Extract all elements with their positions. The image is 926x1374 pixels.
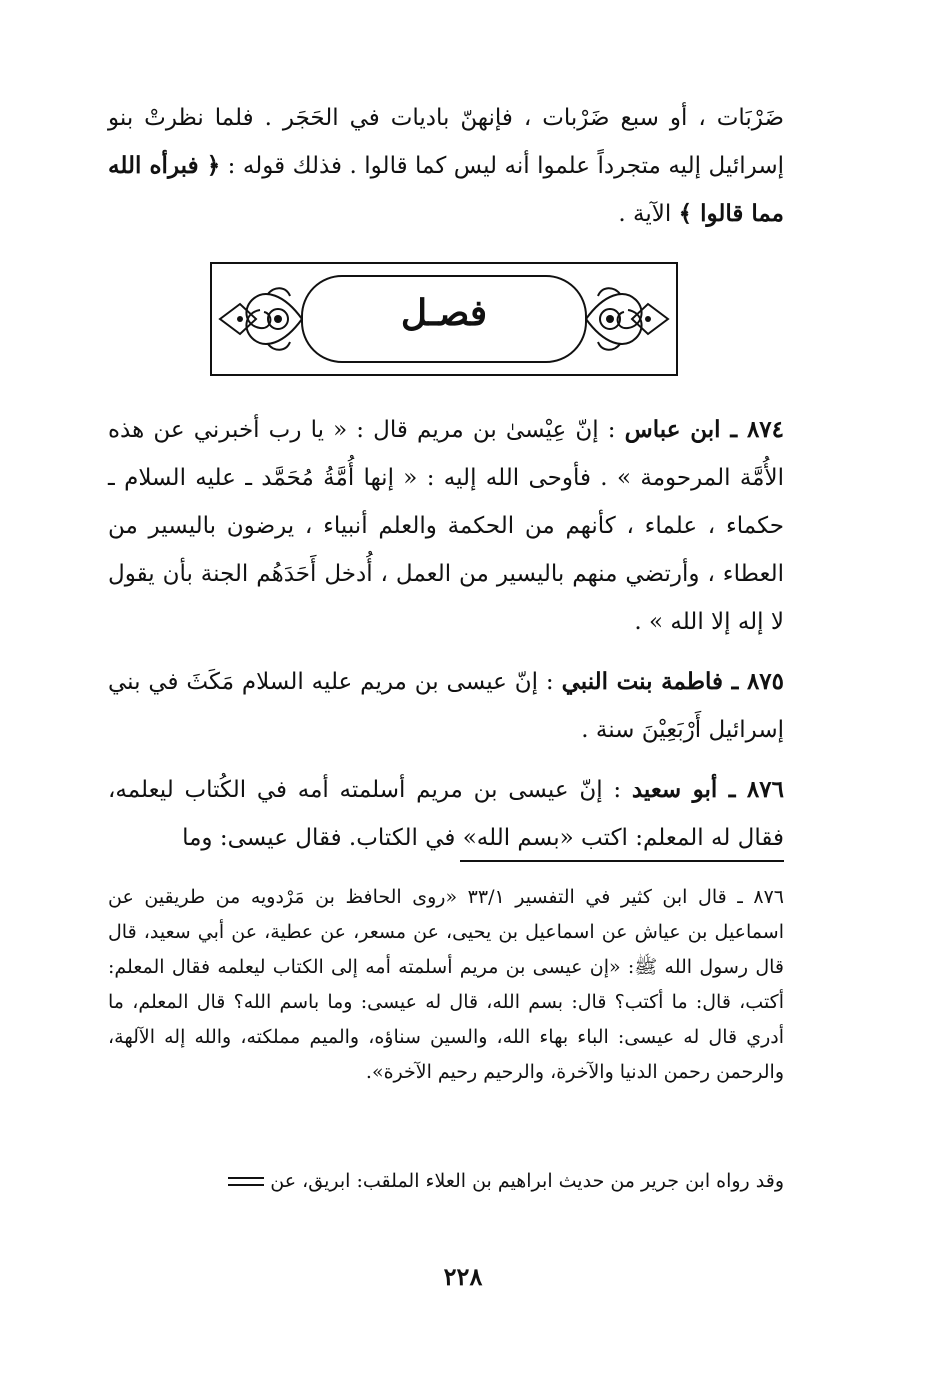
entry-876 [108,766,784,862]
entries-block [108,406,784,874]
entry-text: : إنّ عيسى بن مريم أسلمته أمه في الكُتاب ليعلمه، فقال له المعلم: اكتب «بسم الله» في الكتاب. فقال عيسى: وما [108,777,784,851]
intro-text: ضَرْبَات ، أو سبع ضَرْبات ، فإنهنّ باديات في الحَجَر . فلما نظرتْ بنو إسرائيل إليه متجرداً علموا أنه ليس كما قالوا . فذلك قوله : [108,105,784,179]
footnote-divider [460,860,784,862]
footnote-876: ٨٧٦ ـ قال ابن كثير في التفسير ٣٣/١ «روى الحافظ بن مَرْدويه من طريقين عن اسماعيل بن عياش عن اسماعيل بن يحيى، عن مسعر، عن عطية، عن أبي سعيد، قال قال رسول الله ﷺ: «إن عيسى بن مريم أسلمته أمه إلى الكتاب ليعلمه فقال المعلم: أكتب، قال: ما أكتب؟ قال: بسم الله، قال له عيسى: وما باسم الله؟ قال المعلم، ما أدري قال له عيسى: الباء بهاء الله، والسين سناؤه، والميم مملكته، والله إله الآلهة، والرحمن رحمن الدنيا والآخرة، والرحيم رحيم الآخرة». [108,886,785,1083]
continuation-mark-icon [228,1175,264,1189]
intro-paragraph [108,94,784,238]
entry-text: : إنّ عِيْسىٰ بن مريم قال : « يا رب أخبرني عن هذه الأُمَّة المرحومة » . فأوحى الله إليه : « إنها أُمَّةُ مُحَمَّد ـ عليه السلام ـ حكماء ، علماء ، كأنهم من الحكمة والعلم أنبياء ، يرضون باليسير من العطاء ، وأرتضي منهم باليسير من العمل ، أُدخل أَحَدَهُم الجنة بأن يقول لا إله إلا الله » . [108,417,784,635]
entry-heading: ٨٧٥ ـ فاطمة بنت النبي [561,668,784,695]
entry-874 [108,406,784,646]
quran-bracket-open: ﴿ [206,152,221,179]
footnote-continued-text: وقد رواه ابن جرير من حديث ابراهيم بن العلاء الملقب: ابريق، عن [270,1170,784,1192]
section-title: فصـل [400,292,488,334]
footnote-continued [88,1164,784,1199]
section-heading-frame [210,262,678,376]
page-number: ٢٢٨ [443,1262,483,1291]
quran-quote: فبرأه الله مما قالوا [108,152,784,227]
entry-heading: ٨٧٦ ـ أبو سعيد [631,776,784,803]
entry-heading: ٨٧٤ ـ ابن عباس [624,416,784,443]
intro-tail: الآية . [618,201,679,227]
entry-text: : إنّ عيسى بن مريم عليه السلام مَكَثَ في بني إسرائيل أَرْبَعِيْنَ سنة . [108,669,784,743]
quran-bracket-close: ﴾ [678,200,693,227]
entry-875 [108,658,784,754]
